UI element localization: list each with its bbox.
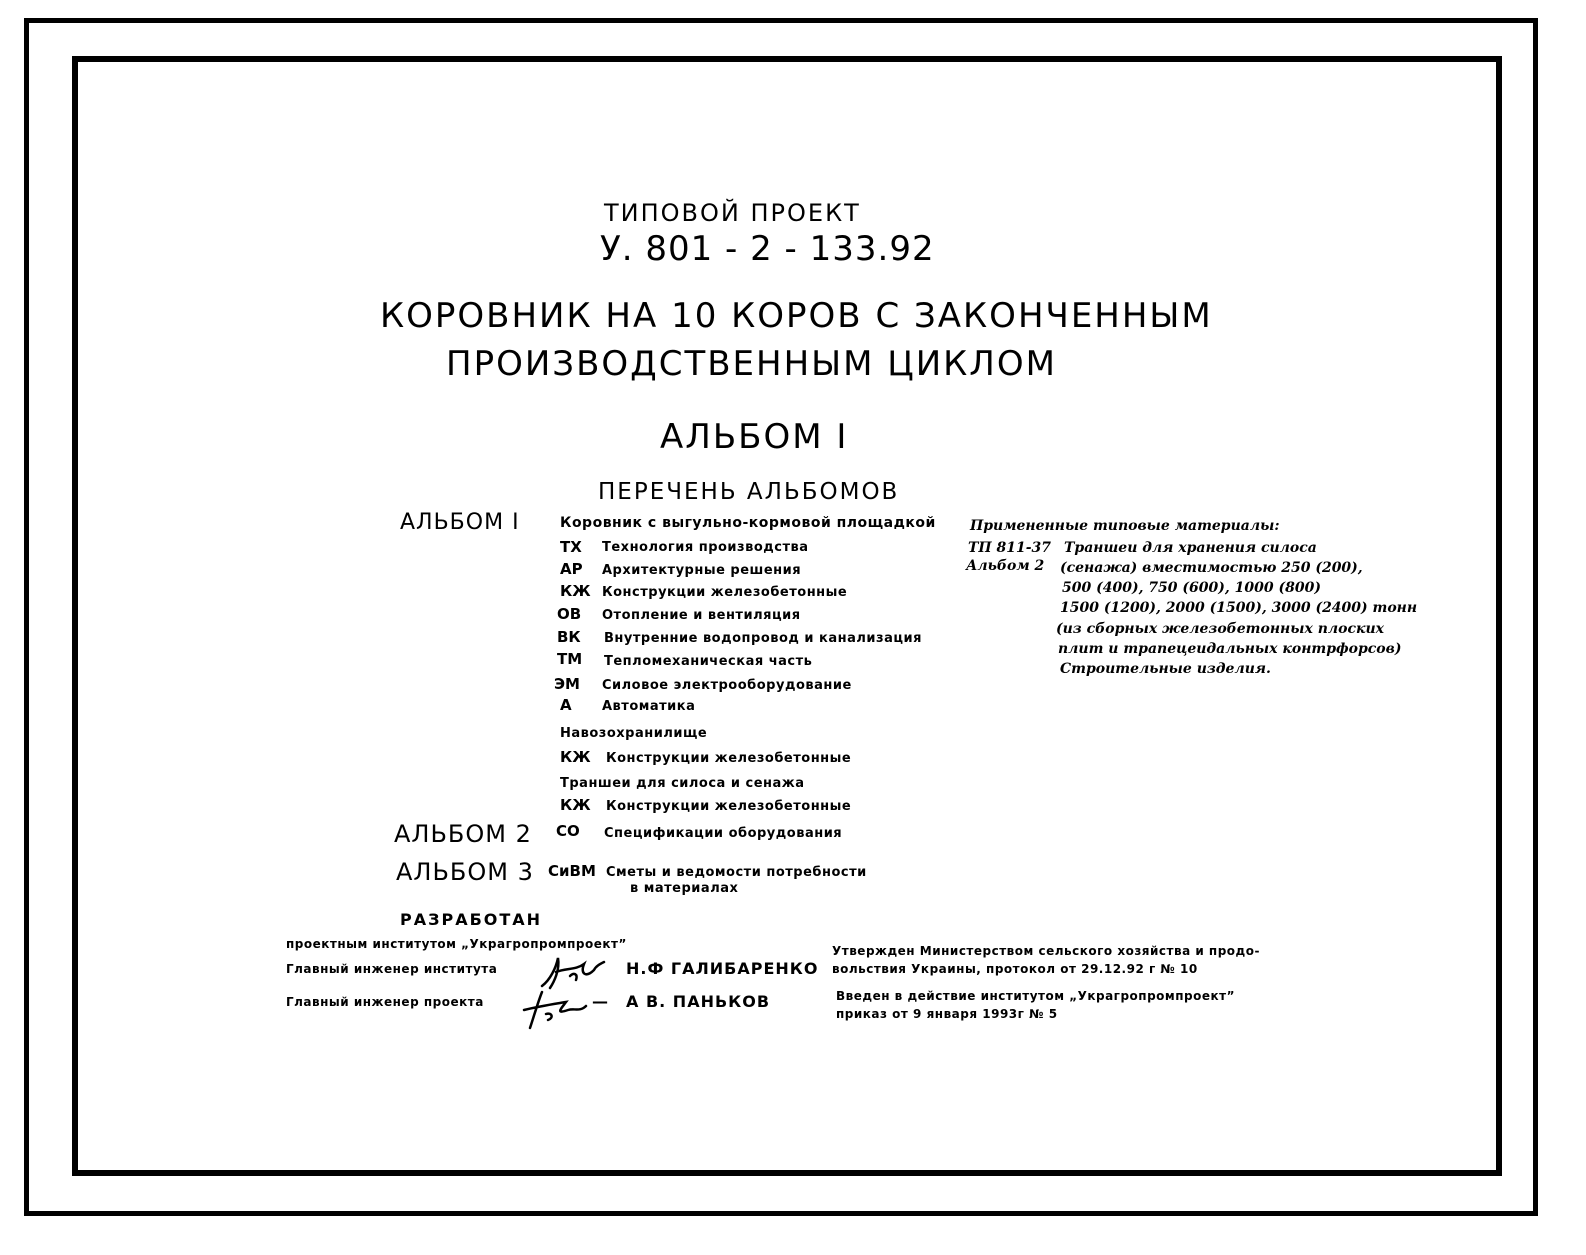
row-code: КЖ [560,582,591,600]
album1-title: Коровник с выгульно-кормовой площадкой [560,515,936,531]
album1-label: АЛЬБОМ I [400,510,520,535]
row-code: ЭМ [554,675,580,693]
materials-line: 500 (400), 750 (600), 1000 (800) [1062,580,1321,596]
project-code: У. 801 - 2 - 133.92 [600,229,935,269]
project-engineer-label: Главный инженер проекта [286,995,484,1009]
row-text: Отопление и вентиляция [602,608,801,623]
row-text: Автоматика [602,699,696,714]
project-engineer-dash: — [592,992,609,1011]
row-code: А [560,696,572,714]
materials-heading: Примененные типовые материалы: [970,518,1280,534]
approval-line-3: Введен в действие институтом „Украгропромпроект” [836,989,1235,1003]
row-text: Конструкции железобетонные [606,799,852,814]
materials-line: Строительные изделия. [1060,661,1271,677]
album-list-heading: ПЕРЕЧЕНЬ АЛЬБОМОВ [598,479,900,505]
row-text: Внутренние водопровод и канализация [604,631,922,646]
album2-code: СО [556,822,580,840]
row-code: АР [560,560,583,578]
project-engineer-name: А В. ПАНЬКОВ [626,992,771,1011]
approval-line-1: Утвержден Министерством сельского хозяйства и продо- [832,944,1260,958]
project-label: ТИПОВОЙ ПРОЕКТ [604,199,861,227]
row-text: Конструкции железобетонные [606,751,852,766]
materials-line: Траншеи для хранения силоса [1064,540,1317,556]
materials-line: плит и трапецеидальных контрфорсов) [1058,641,1402,657]
materials-ref-2: Альбом 2 [966,558,1045,574]
row-code: КЖ [560,748,591,766]
approval-line-2: вольствия Украины, протокол от 29.12.92 г № 10 [832,962,1198,976]
materials-ref-1: ТП 811-37 [968,540,1052,556]
row-code: ТМ [557,650,583,668]
row-code: ВК [557,628,581,646]
manure-storage-heading: Навозохранилище [560,726,708,741]
developer-heading: РАЗРАБОТАН [400,910,543,929]
materials-line: 1500 (1200), 2000 (1500), 3000 (2400) тонн [1060,600,1418,616]
album-title: АЛЬБОМ I [660,417,849,457]
album2-text: Спецификации оборудования [604,826,843,841]
approval-line-4: приказ от 9 января 1993г № 5 [836,1007,1058,1021]
album3-code: СиВМ [548,862,596,880]
row-text: Тепломеханическая часть [604,654,813,669]
chief-engineer-label: Главный инженер института [286,962,498,976]
album3-text: Сметы и ведомости потребности [606,865,867,880]
title-line-1: КОРОВНИК НА 10 КОРОВ С ЗАКОНЧЕННЫМ [380,296,1213,336]
developer-institute: проектным институтом „Украгропромпроект” [286,937,627,951]
row-text: Конструкции железобетонные [602,585,848,600]
album2-label: АЛЬБОМ 2 [394,820,532,848]
album3-text-2: в материалах [630,881,739,896]
materials-line: (сенажа) вместимостью 250 (200), [1060,560,1363,576]
row-code: КЖ [560,796,591,814]
project-engineer-signature [520,986,590,1032]
album3-label: АЛЬБОМ 3 [396,858,534,886]
trenches-heading: Траншеи для силоса и сенажа [560,776,805,791]
row-text: Силовое электрооборудование [602,678,852,693]
row-text: Технология производства [602,540,809,555]
materials-line: (из сборных железобетонных плоских [1056,621,1384,637]
row-code: ОВ [557,605,582,623]
row-code: ТХ [560,538,582,556]
title-line-2: ПРОИЗВОДСТВЕННЫМ ЦИКЛОМ [446,344,1057,384]
chief-engineer-name: Н.Ф ГАЛИБАРЕНКО [626,959,819,978]
row-text: Архитектурные решения [602,563,802,578]
